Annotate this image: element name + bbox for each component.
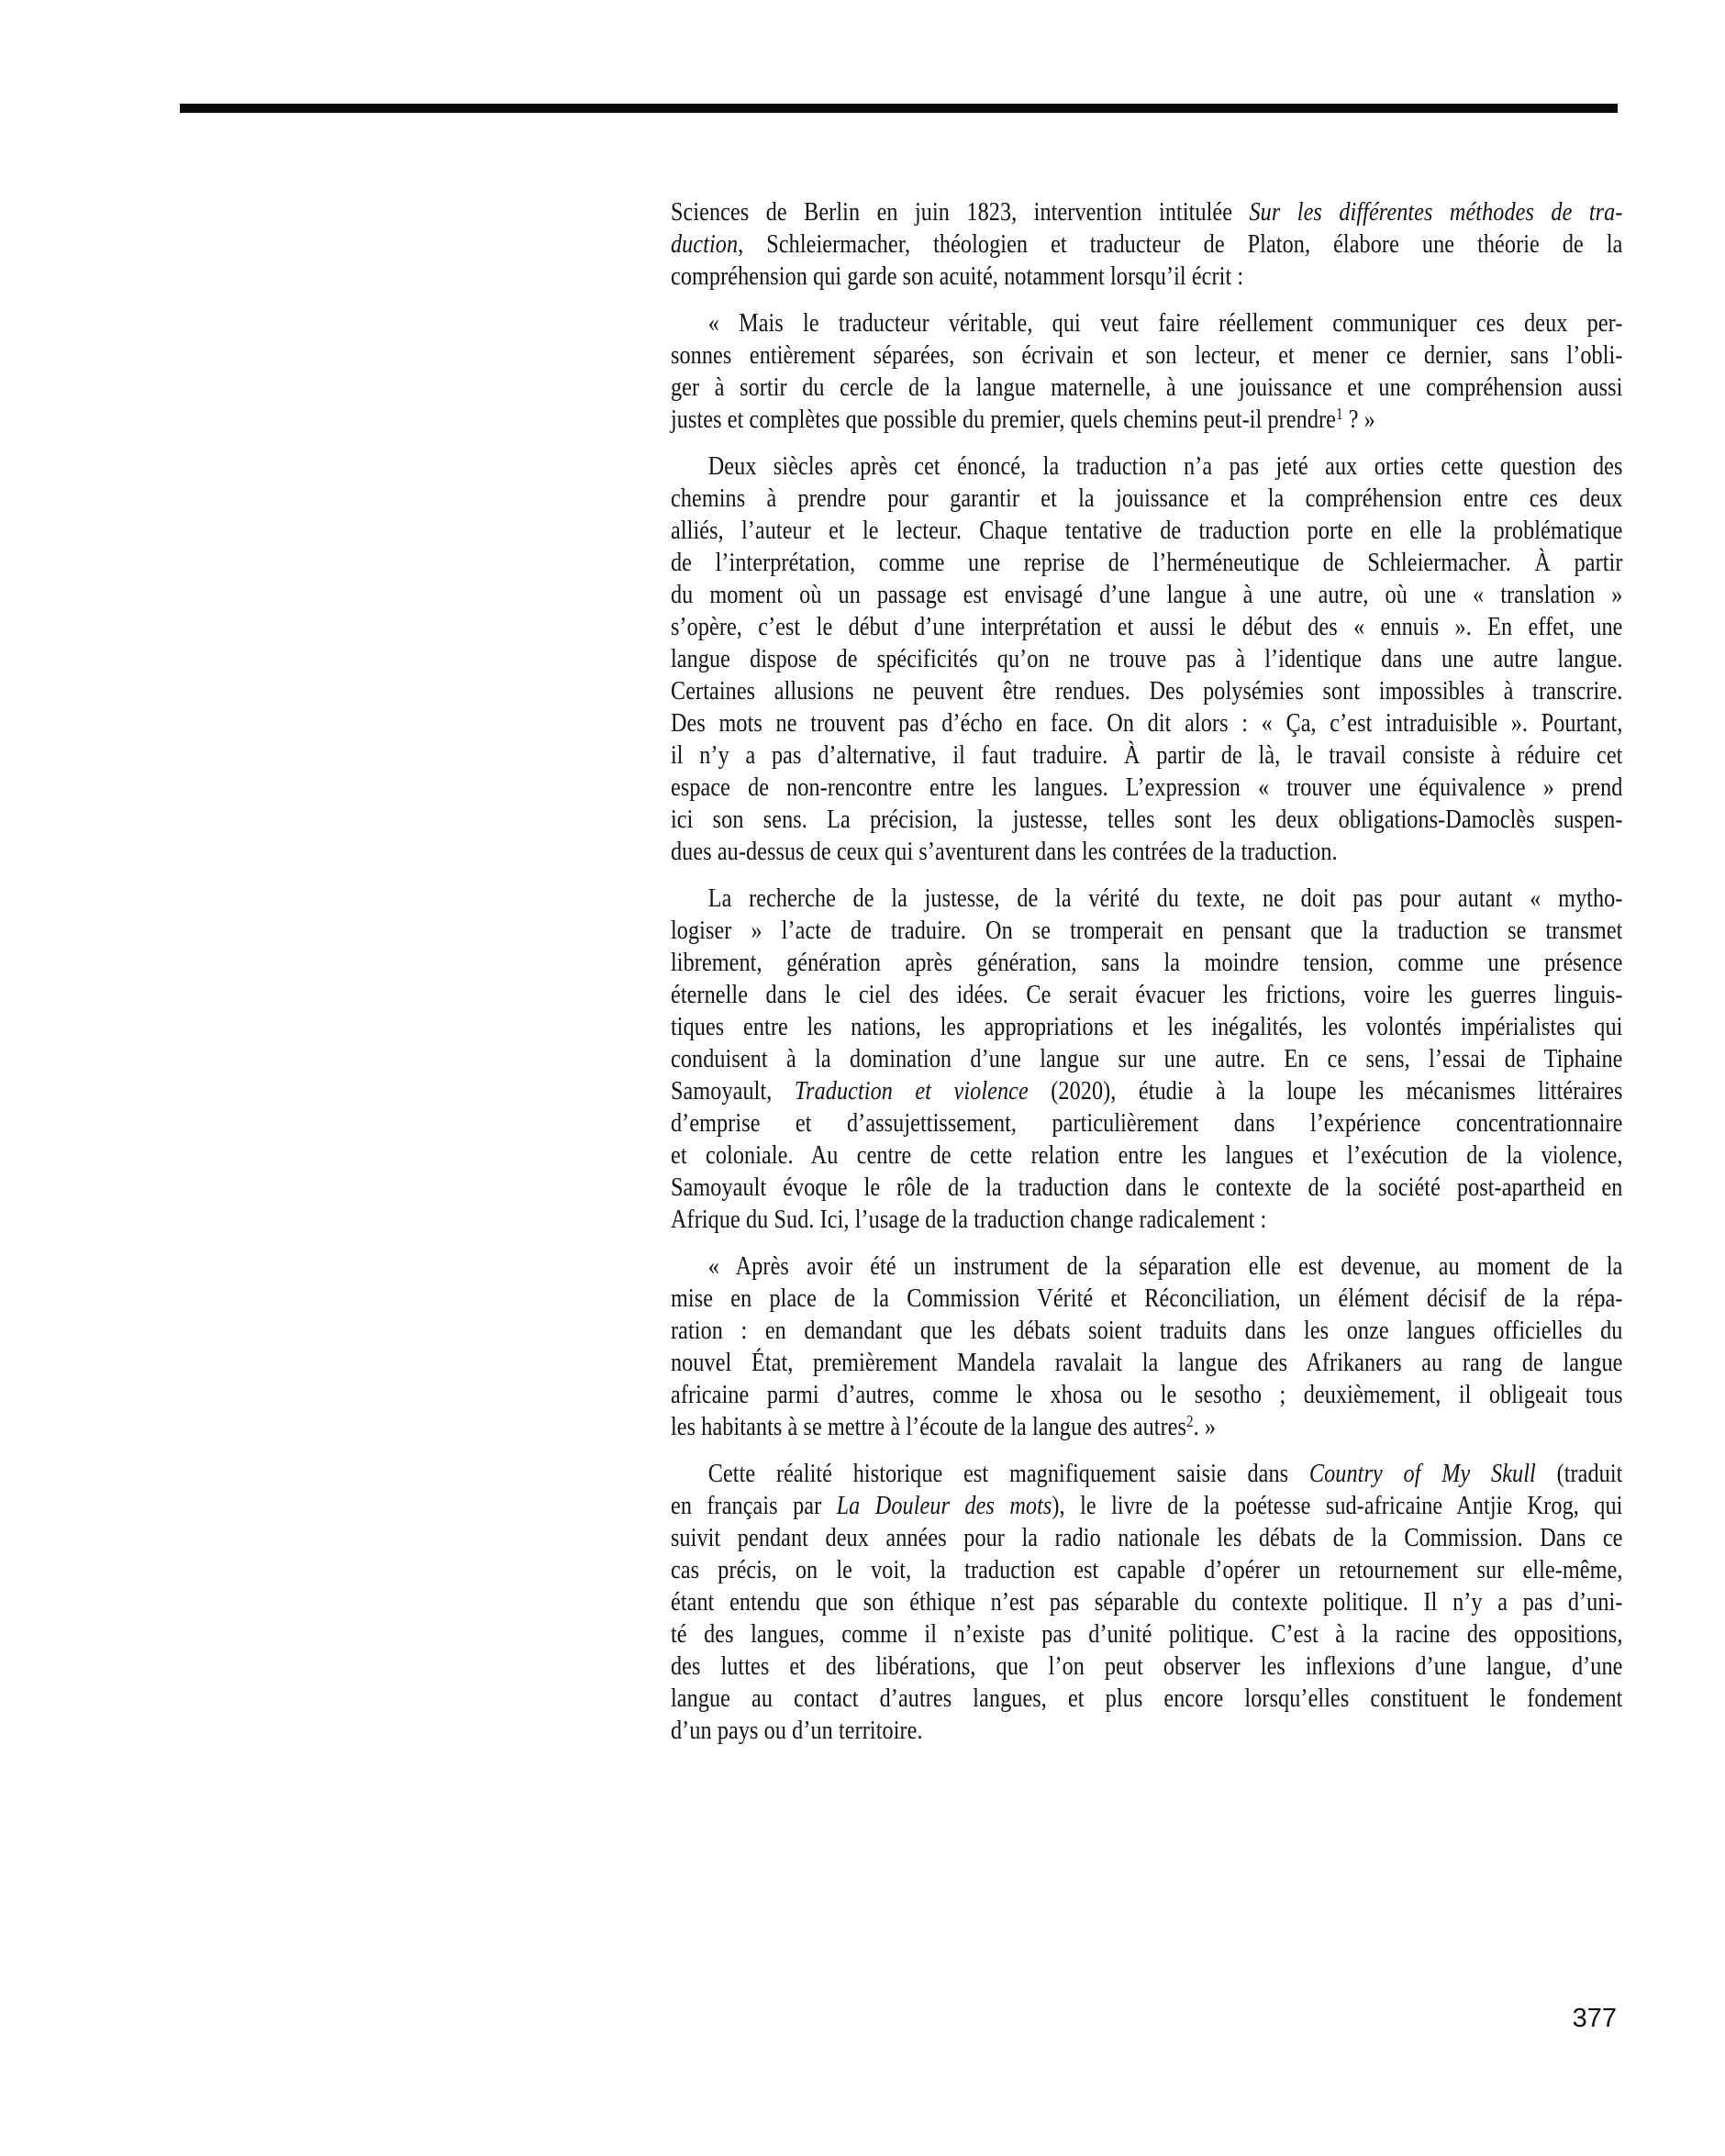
text-run: ici son sens. La précision, la justesse, telles sont les deux obligations-Damoclès suspen- xyxy=(671,806,1623,834)
text-run: librement, génération après génération, sans la moindre tension, comme une présence xyxy=(671,949,1623,977)
text-line xyxy=(671,1043,1622,1075)
text-line xyxy=(671,483,1622,515)
text-line xyxy=(671,1011,1622,1043)
text-run: (2020), étudie à la loupe les mécanismes littéraires xyxy=(1028,1077,1623,1106)
text-run: du moment où un passage est envisagé d’une langue à une autre, où une « translation » xyxy=(671,581,1623,609)
text-run: en français par xyxy=(671,1492,837,1520)
text-run: ? » xyxy=(1342,406,1375,434)
text-run: tiques entre les nations, les appropriations et les inégalités, les volontés impérialistes qui xyxy=(671,1013,1623,1041)
text-run: chemins à prendre pour garantir et la jouissance et la compréhension entre ces deux xyxy=(671,484,1623,513)
text-line xyxy=(671,1522,1622,1554)
text-run: les habitants à se mettre à l’écoute de la langue des autres xyxy=(671,1413,1187,1441)
text-run: africaine parmi d’autres, comme le xhosa ou le sesotho ; deuxièmement, il obligeait tous xyxy=(671,1381,1623,1409)
text-line xyxy=(671,228,1622,261)
text-line xyxy=(671,739,1622,772)
text-line xyxy=(671,1411,1622,1443)
text-run: langue au contact d’autres langues, et plus encore lorsqu’elles constituent le fondement xyxy=(671,1684,1623,1713)
text-line xyxy=(671,307,1622,339)
text-line xyxy=(671,372,1622,404)
text-run: il n’y a pas d’alternative, il faut traduire. À partir de là, le travail consiste à réduire cet xyxy=(671,741,1623,770)
text-run: La recherche de la justesse, de la vérité du texte, ne doit pas pour autant « mytho- xyxy=(707,884,1623,913)
text-run: ger à sortir du cercle de la langue maternelle, à une jouissance et une compréhension aussi xyxy=(671,373,1623,402)
text-line xyxy=(671,1204,1622,1236)
text-line xyxy=(671,772,1622,804)
italic-run: Sur les différentes méthodes de tra- xyxy=(1249,198,1623,227)
text-run: des luttes et des libérations, que l’on peut observer les inflexions d’une langue, d’une xyxy=(671,1652,1623,1681)
text-run: conduisent à la domination d’une langue sur une autre. En ce sens, l’essai de Tiphaine xyxy=(671,1045,1623,1073)
text-line xyxy=(671,1586,1622,1618)
body-paragraph xyxy=(671,883,1622,1236)
text-line xyxy=(671,1075,1622,1107)
text-run: sonnes entièrement séparées, son écrivain et son lecteur, et mener ce dernier, sans l’obli- xyxy=(671,341,1623,370)
text-line xyxy=(671,643,1622,675)
text-run: de l’interprétation, comme une reprise de l’herméneutique de Schleiermacher. À partir xyxy=(671,549,1623,577)
quote-paragraph xyxy=(671,307,1622,436)
text-run: espace de non-rencontre entre les langues. L’expression « trouver une équivalence » prend xyxy=(671,773,1623,802)
text-run: Afrique du Sud. Ici, l’usage de la traduction change radicalement : xyxy=(671,1206,1267,1234)
text-line xyxy=(671,1107,1622,1139)
text-line xyxy=(671,261,1622,293)
text-line xyxy=(671,1554,1622,1586)
text-line xyxy=(671,1618,1622,1650)
text-run: suivit pendant deux années pour la radio nationale les débats de la Commission. Dans ce xyxy=(671,1524,1623,1552)
text-line xyxy=(671,515,1622,547)
italic-run: La Douleur des mots xyxy=(836,1492,1052,1520)
text-run: et coloniale. Au centre de cette relation entre les langues et l’exécution de la violence, xyxy=(671,1141,1623,1170)
text-run: Samoyault, xyxy=(671,1077,795,1106)
text-run: cas précis, on le voit, la traduction est capable d’opérer un retournement sur elle-même, xyxy=(671,1556,1623,1584)
text-line xyxy=(671,611,1622,643)
quote-paragraph xyxy=(671,1250,1622,1443)
text-line xyxy=(671,1650,1622,1683)
italic-run: Traduction et violence xyxy=(794,1077,1029,1106)
text-line xyxy=(671,1315,1622,1347)
text-run: . » xyxy=(1193,1413,1217,1441)
body-paragraph xyxy=(671,196,1622,293)
text-line xyxy=(671,196,1622,228)
text-run: justes et complètes que possible du premier, quels chemins peut-il prendre xyxy=(671,406,1336,434)
text-run: langue dispose de spécificités qu’on ne trouve pas à l’identique dans une autre langue. xyxy=(671,645,1623,673)
page-number: 377 xyxy=(1572,2004,1617,2033)
text-run: éternelle dans le ciel des idées. Ce serait évacuer les frictions, voire les guerres linguis- xyxy=(671,981,1623,1009)
text-run: étant entendu que son éthique n’est pas séparable du contexte politique. Il n’y a pas d’uni- xyxy=(671,1588,1623,1617)
text-run: alliés, l’auteur et le lecteur. Chaque tentative de traduction porte en elle la problématique xyxy=(671,517,1623,545)
text-line xyxy=(671,675,1622,707)
italic-run: Country of My Skull xyxy=(1308,1460,1536,1488)
text-run: ), le livre de la poétesse sud-africaine Antjie Krog, qui xyxy=(1052,1492,1623,1520)
text-line xyxy=(671,707,1622,739)
text-run: , Schleiermacher, théologien et traducteur de Platon, élabore une théorie de la xyxy=(738,230,1623,259)
text-line xyxy=(671,804,1622,836)
text-run: Cette réalité historique est magnifiquement saisie dans xyxy=(707,1460,1309,1488)
text-run: dues au-dessus de ceux qui s’aventurent dans les contrées de la traduction. xyxy=(671,838,1338,866)
text-line xyxy=(671,1250,1622,1283)
text-line xyxy=(671,979,1622,1011)
footnote-ref: 2 xyxy=(1186,1412,1194,1431)
text-line xyxy=(671,450,1622,483)
text-run: Sciences de Berlin en juin 1823, intervention intitulée xyxy=(671,198,1250,227)
article-text xyxy=(671,196,1622,1747)
text-run: (traduit xyxy=(1535,1460,1623,1488)
text-line xyxy=(671,1490,1622,1522)
text-line xyxy=(671,1139,1622,1172)
text-line xyxy=(671,579,1622,611)
text-line xyxy=(671,1715,1622,1747)
text-run: Des mots ne trouvent pas d’écho en face. On dit alors : « Ça, c’est intraduisible ». Pourtant, xyxy=(671,709,1623,738)
text-line xyxy=(671,1683,1622,1715)
footnote-ref: 1 xyxy=(1335,405,1343,424)
body-paragraph xyxy=(671,1458,1622,1747)
text-line xyxy=(671,947,1622,979)
italic-run: duction xyxy=(671,230,739,259)
text-line xyxy=(671,1458,1622,1490)
text-line xyxy=(671,1283,1622,1315)
text-run: logiser » l’acte de traduire. On se tromperait en pensant que la traduction se transmet xyxy=(671,917,1623,945)
text-line xyxy=(671,1379,1622,1411)
text-run: « Après avoir été un instrument de la séparation elle est devenue, au moment de la xyxy=(707,1252,1623,1281)
text-run: ration : en demandant que les débats soient traduits dans les onze langues officielles du xyxy=(671,1317,1623,1345)
text-run: « Mais le traducteur véritable, qui veut faire réellement communiquer ces deux per- xyxy=(707,309,1623,338)
text-run: compréhension qui garde son acuité, notamment lorsqu’il écrit : xyxy=(671,262,1244,291)
text-run: Certaines allusions ne peuvent être rendues. Des polysémies sont impossibles à transcrire. xyxy=(671,677,1623,706)
top-rule xyxy=(180,104,1618,113)
text-run: s’opère, c’est le début d’une interprétation et aussi le début des « ennuis ». En effet, une xyxy=(671,613,1623,641)
text-run: d’un pays ou d’un territoire. xyxy=(671,1717,923,1745)
text-line xyxy=(671,1347,1622,1379)
text-line xyxy=(671,1172,1622,1204)
text-line xyxy=(671,883,1622,915)
text-line xyxy=(671,915,1622,947)
text-run: d’emprise et d’assujettissement, particulièrement dans l’expérience concentrationnaire xyxy=(671,1109,1623,1138)
text-line xyxy=(671,836,1622,868)
text-run: Samoyault évoque le rôle de la traduction dans le contexte de la société post-apartheid en xyxy=(671,1173,1623,1202)
text-run: té des langues, comme il n’existe pas d’unité politique. C’est à la racine des oppositions, xyxy=(671,1620,1623,1649)
text-line xyxy=(671,339,1622,372)
text-run: Deux siècles après cet énoncé, la traduction n’a pas jeté aux orties cette question des xyxy=(707,452,1623,481)
text-line xyxy=(671,547,1622,579)
text-run: nouvel État, premièrement Mandela ravalait la langue des Afrikaners au rang de langue xyxy=(671,1349,1623,1377)
body-paragraph xyxy=(671,450,1622,868)
text-line xyxy=(671,404,1622,436)
text-run: mise en place de la Commission Vérité et Réconciliation, un élément décisif de la répa- xyxy=(671,1284,1623,1313)
